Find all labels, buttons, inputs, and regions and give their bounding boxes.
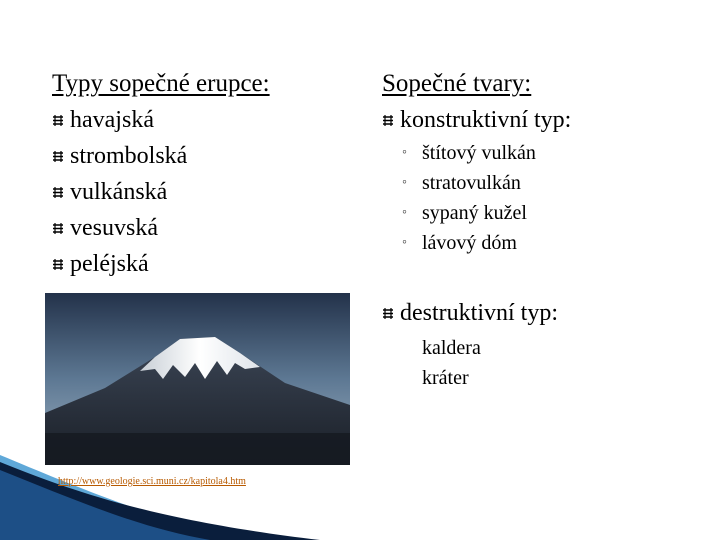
circle-bullet-icon: ◦ xyxy=(402,235,407,250)
bullet-icon xyxy=(52,174,64,198)
destructive-label: destruktivní typ: xyxy=(400,300,558,326)
list-item xyxy=(52,246,270,282)
sub-list-item: kráter xyxy=(422,367,469,389)
eruption-type-label: vulkánská xyxy=(70,179,168,205)
sub-list-item xyxy=(402,138,571,168)
form-label: lávový dóm xyxy=(422,232,517,254)
list-item xyxy=(382,295,571,331)
eruption-type-label: peléjská xyxy=(70,251,149,277)
list-item xyxy=(52,138,270,174)
sub-list-item xyxy=(402,168,571,198)
constructive-sublist xyxy=(402,138,571,258)
left-column xyxy=(52,66,270,282)
destructive-sublist xyxy=(422,333,571,393)
constructive-group xyxy=(382,102,571,138)
form-label: sypaný kužel xyxy=(422,202,527,224)
eruption-types-list xyxy=(52,102,270,282)
bullet-icon xyxy=(52,138,64,162)
circle-bullet-icon: ◦ xyxy=(402,205,407,220)
list-item xyxy=(52,102,270,138)
sub-list-item xyxy=(402,228,571,258)
list-item xyxy=(382,102,571,138)
form-label: stratovulkán xyxy=(422,172,521,194)
destructive-group xyxy=(382,295,571,331)
bullet-icon xyxy=(382,102,394,126)
right-column xyxy=(382,66,571,393)
eruption-type-label: vesuvská xyxy=(70,215,158,241)
list-item xyxy=(52,174,270,210)
sub-list-item: kaldera xyxy=(422,337,481,359)
eruption-type-label: havajská xyxy=(70,107,154,133)
list-item xyxy=(52,210,270,246)
photo-credit-link[interactable]: http://www.geologie.sci.muni.cz/kapitola4.htm xyxy=(58,476,246,487)
volcanic-forms-heading: Sopečné tvary: xyxy=(382,70,532,97)
bullet-icon xyxy=(52,210,64,234)
corner-decoration xyxy=(0,440,330,545)
form-label: štítový vulkán xyxy=(422,142,536,164)
eruption-type-label: strombolská xyxy=(70,143,188,169)
bullet-icon xyxy=(52,102,64,126)
circle-bullet-icon: ◦ xyxy=(402,175,407,190)
bullet-icon xyxy=(382,295,394,319)
circle-bullet-icon: ◦ xyxy=(402,145,407,160)
eruption-types-heading: Typy sopečné erupce: xyxy=(52,70,270,97)
bullet-icon xyxy=(52,246,64,270)
constructive-label: konstruktivní typ: xyxy=(400,107,572,133)
sub-list-item xyxy=(402,198,571,228)
